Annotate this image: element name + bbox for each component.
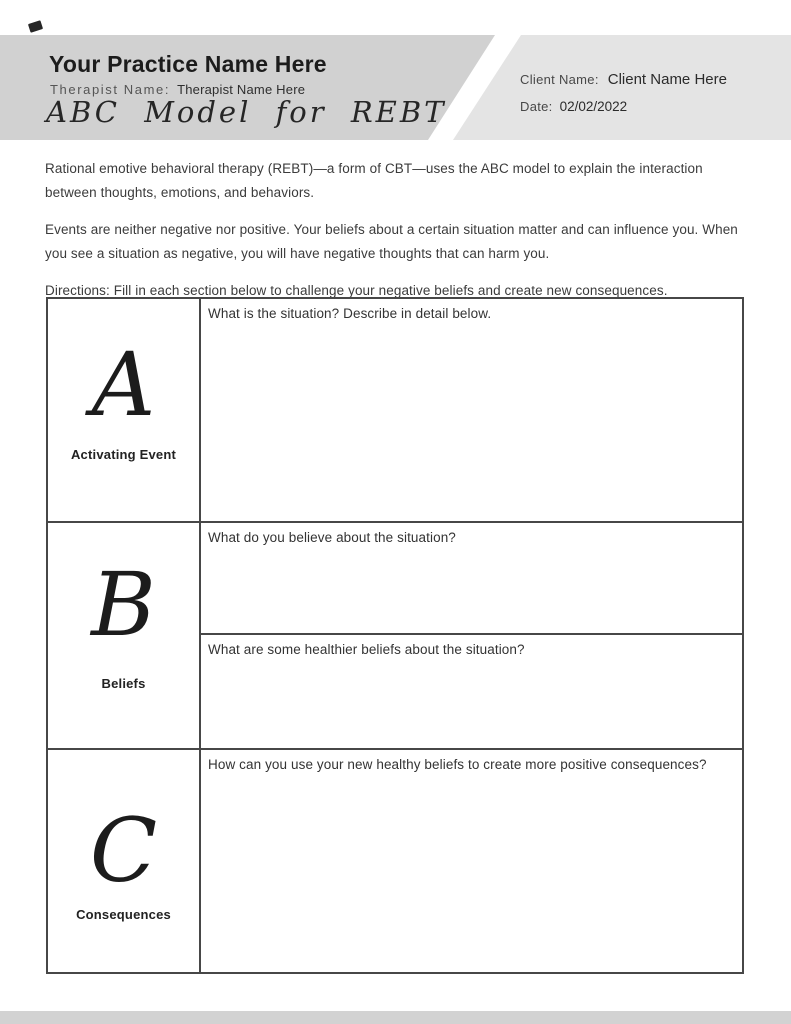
ink-mark — [28, 20, 43, 33]
client-name-line — [520, 71, 727, 89]
consequences-input-area[interactable] — [201, 781, 742, 974]
date-value: 02/02/2022 — [559, 99, 628, 114]
beliefs-label: Beliefs — [101, 676, 146, 691]
header-band — [0, 35, 791, 140]
date-line — [520, 98, 727, 116]
beliefs-cell-divider — [199, 633, 742, 635]
date-label: Date: — [520, 99, 553, 114]
directions-paragraph: Directions: Fill in each section below to challenge your negative beliefs and create new consequences. — [45, 283, 668, 298]
beliefs-input-area-2[interactable] — [201, 666, 742, 746]
abc-table — [46, 297, 744, 974]
letter-c: C — [89, 799, 158, 902]
table-row-divider-b-c — [48, 748, 742, 750]
footer-bar — [0, 1011, 791, 1024]
client-name-value: Client Name Here — [607, 71, 727, 88]
letter-b: B — [91, 553, 156, 656]
beliefs-prompt-2: What are some healthier beliefs about the situation? — [208, 642, 525, 657]
intro-paragraph-1: Rational emotive behavioral therapy (REBT)—a form of CBT—uses the ABC model to explain the interaction between thoughts, emotions, and behaviors. — [45, 161, 703, 200]
therapist-name-label: Therapist Name: — [50, 82, 171, 97]
activating-event-prompt: What is the situation? Describe in detail below. — [208, 306, 492, 321]
practice-name: Your Practice Name Here — [49, 51, 327, 77]
consequences-label: Consequences — [76, 907, 171, 922]
activating-event-input-area[interactable] — [201, 329, 742, 519]
therapist-name-value: Therapist Name Here — [177, 82, 306, 97]
client-info-block — [520, 71, 727, 116]
activating-event-label: Activating Event — [70, 447, 177, 462]
client-name-label: Client Name: — [520, 72, 599, 87]
beliefs-input-area-1[interactable] — [201, 554, 742, 631]
table-row-divider-a-b — [48, 521, 742, 523]
worksheet-title: ABC Model for REBT — [46, 95, 447, 129]
letter-a: A — [91, 333, 156, 436]
beliefs-prompt-1: What do you believe about the situation? — [208, 530, 456, 545]
consequences-prompt: How can you use your new healthy beliefs to create more positive consequences? — [208, 757, 707, 772]
intro-section — [45, 157, 752, 316]
intro-paragraph-2: Events are neither negative nor positive. Your beliefs about a certain situation matter and can influence you. When you see a situation as negative, you will have negative thoughts that can harm you. — [45, 222, 738, 261]
